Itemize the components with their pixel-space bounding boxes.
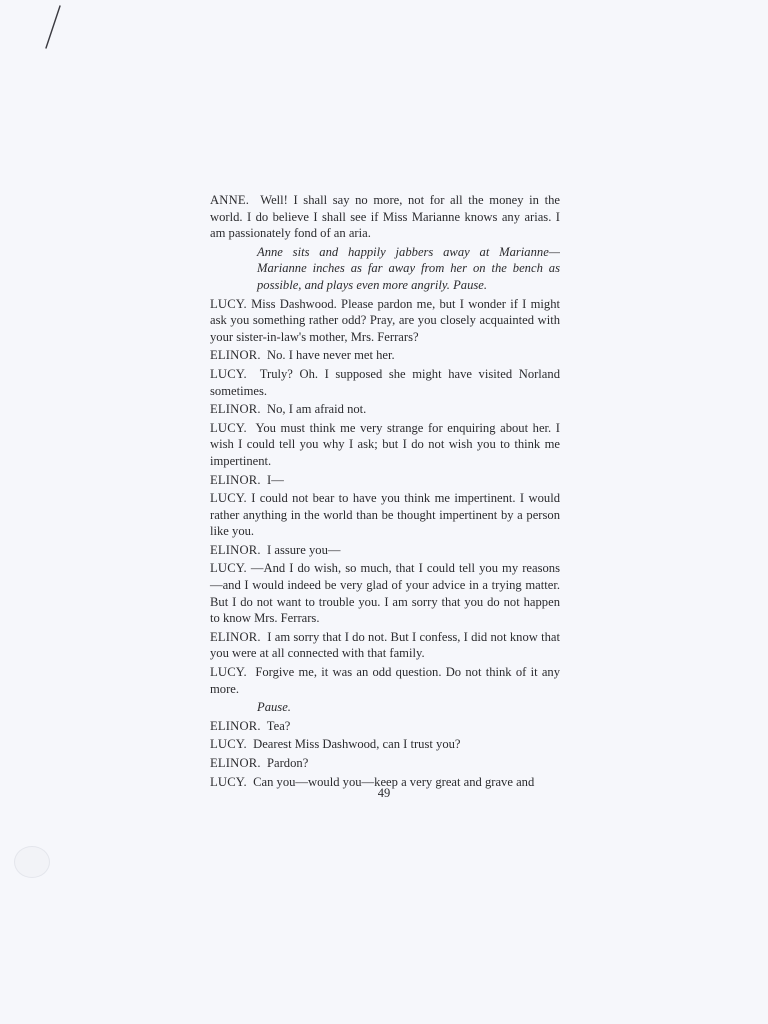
dialogue-text: I assure you—: [267, 542, 341, 557]
speaker-name: ELINOR.: [210, 756, 261, 770]
dialogue-text: Well! I shall say no more, not for all the money in the world. I do believe I shall see if Miss Marianne knows any arias. I am passionately fond of an aria.: [210, 193, 560, 241]
dialogue-text: Forgive me, it was an odd question. Do not think of it any more.: [210, 665, 560, 696]
dialogue-text: Can you—would you—keep a very great and grave and: [253, 774, 535, 789]
speaker-name: LUCY.: [210, 774, 247, 789]
dialogue-text: Dearest Miss Dashwood, can I trust you?: [253, 737, 461, 752]
speech-line: [210, 296, 560, 346]
speech-line: [210, 490, 560, 540]
speech-line: [210, 542, 560, 559]
speech-line: [210, 755, 560, 772]
dialogue-text: No. I have never met her.: [267, 348, 395, 363]
speech-line: [210, 192, 560, 242]
speech-line: [210, 736, 560, 753]
page-number: 49: [377, 786, 391, 800]
script-text: [210, 192, 560, 792]
dialogue-text: Truly? Oh. I supposed she might have visited Norland sometimes.: [210, 366, 560, 398]
speaker-name: ELINOR.: [210, 472, 261, 487]
speaker-name: LUCY.: [210, 296, 247, 311]
speech-line: [210, 420, 560, 470]
speaker-name: ELINOR.: [210, 718, 261, 733]
speaker-name: ELINOR.: [210, 402, 261, 417]
speech-line: [210, 560, 560, 626]
dialogue-text: Tea?: [266, 718, 291, 733]
speaker-name: LUCY.: [210, 420, 247, 435]
speech-line: [210, 718, 560, 735]
stage-direction: Anne sits and happily jabbers away at Marianne—Marianne inches as far away from her on the bench as possible, and plays even more angrily. Pause.: [257, 244, 560, 292]
stage-direction: Pause.: [257, 700, 291, 715]
dialogue-text: —And I do wish, so much, that I could tell you my reasons—and I would indeed be very glad of your advice in a trying matter. But I do not want to trouble you. I am sorry that you do not happen to know Mrs. Ferrars.: [210, 561, 560, 626]
speaker-name: ELINOR.: [210, 542, 261, 557]
speech-line: [210, 366, 560, 399]
dialogue-text: Miss Dashwood. Please pardon me, but I wonder if I might ask you something rather odd? Pray, are you closely acquainted with your sister-in-law's mother, Mrs. Ferrars?: [210, 296, 560, 344]
speaker-name: LUCY.: [210, 665, 247, 680]
dialogue-text: You must think me very strange for enquiring about her. I wish I could tell you why I ask; but I do not wish you to think me impertinent.: [210, 420, 560, 468]
speaker-name: LUCY.: [210, 561, 247, 576]
dialogue-text: I am sorry that I do not. But I confess, I did not know that you were at all connected with that family.: [210, 629, 560, 661]
speaker-name: ANNE.: [210, 193, 250, 207]
speech-line: [210, 664, 560, 697]
dialogue-text: Pardon?: [267, 756, 309, 770]
punch-hole: [14, 846, 50, 878]
speech-line: [210, 401, 560, 418]
speech-line: [210, 347, 560, 364]
speaker-name: ELINOR.: [210, 629, 261, 644]
speaker-name: LUCY.: [210, 737, 247, 752]
speech-line: [210, 472, 560, 489]
dialogue-text: I—: [267, 472, 284, 487]
speaker-name: ELINOR.: [210, 348, 261, 363]
speaker-name: LUCY.: [210, 366, 247, 381]
speech-line: [210, 629, 560, 662]
speaker-name: LUCY.: [210, 491, 247, 506]
pen-mark: [38, 4, 68, 50]
dialogue-text: I could not bear to have you think me impertinent. I would rather anything in the world than be thought impertinent by a person like you.: [210, 491, 560, 539]
dialogue-text: No, I am afraid not.: [267, 402, 367, 417]
